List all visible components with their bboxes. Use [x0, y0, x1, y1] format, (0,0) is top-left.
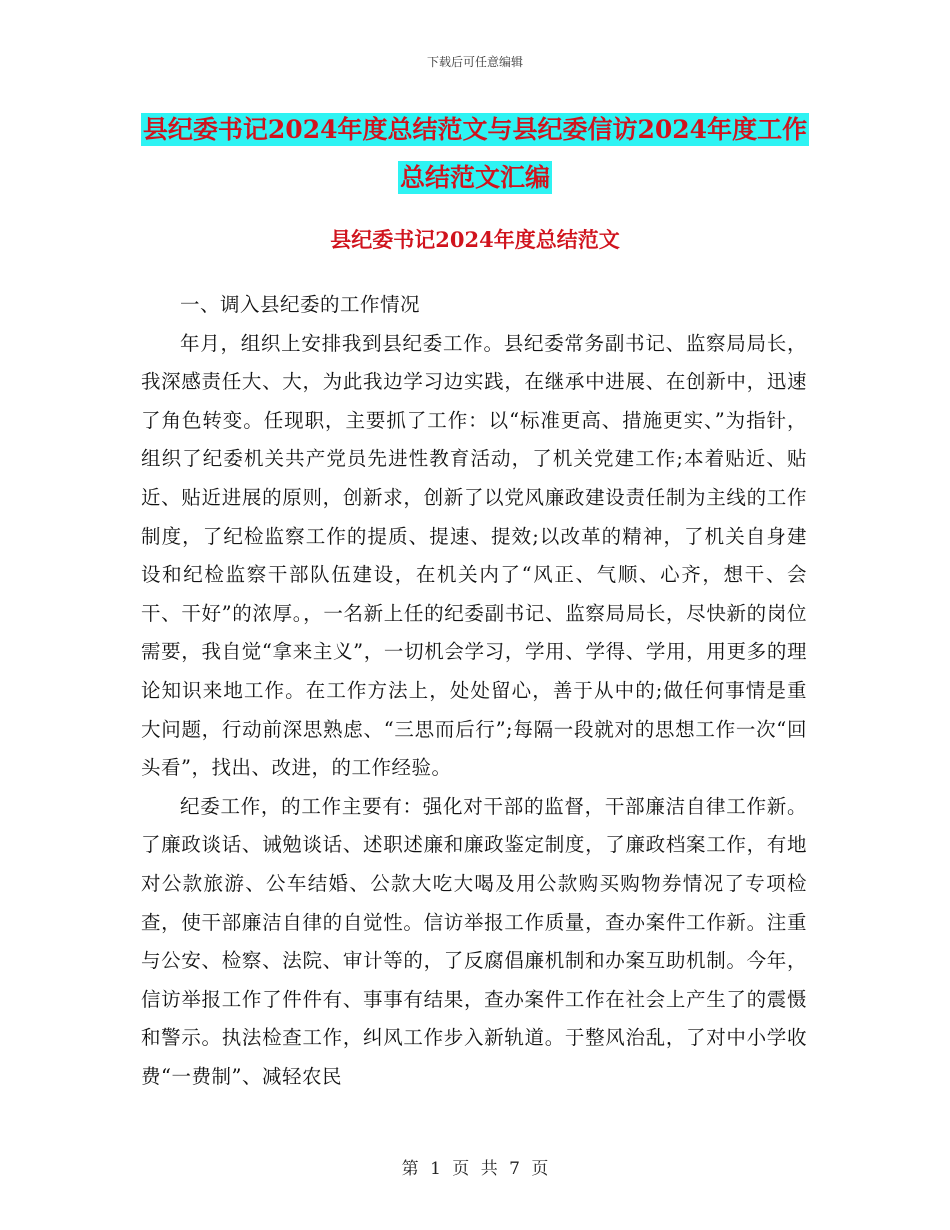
page-header-note: 下载后可任意编辑 — [426, 55, 523, 69]
document-title-text: 县纪委书记2024年度总结范文与县纪委信访2024年度工作总结范文汇编 — [142, 115, 808, 192]
section-title: 县纪委书记2024年度总结范文 — [330, 227, 620, 252]
document-title — [140, 106, 810, 202]
body-heading-paragraph: 一、调入县纪委的工作情况 — [180, 293, 421, 316]
page-footer: 第 1 页 共 7 页 — [401, 1159, 549, 1179]
body-paragraph: 纪委工作，的工作主要有：强化对干部的监督，干部廉洁自律工作新。了廉政谈话、诫勉谈话、述职述廉和廉政鉴定制度，了廉政档案工作，有地对公款旅游、公车结婚、公款大吃大喝及用公款购买购物券情况了专项检查，使干部廉洁自律的自觉性。信访举报工作质量，查办案件工作新。注重与公安、检察、法院、审计等的，了反腐倡廉机制和办案互助机制。今年，信访举报工作了件件有、事事有结果，查办案件工作在社会上产生了的震慑和警示。执法检查工作，纠风工作步入新轨道。于整风治乱，了对中小学收费“一费制”、减轻农民 — [141, 794, 807, 1088]
document-body — [141, 286, 807, 1096]
body-paragraph: 年月，组织上安排我到县纪委工作。县纪委常务副书记、监察局局长，我深感责任大、大，为此我边学习边实践，在继承中进展、在创新中，迅速了角色转变。任现职，主要抓了工作：以“标准更高、措施更实、”为指针，组织了纪委机关共产党员先进性教育活动，了机关党建工作;本着贴近、贴近、贴近进展的原则，创新求，创新了以党风廉政建设责任制为主线的工作制度，了纪检监察工作的提质、提速、提效;以改革的精神，了机关自身建设和纪检监察干部队伍建设，在机关内了“风正、气顺、心齐，想干、会干、干好”的浓厚。，一名新上任的纪委副书记、监察局局长，尽快新的岗位需要，我自觉“拿来主义”，一切机会学习，学用、学得、学用，用更多的理论知识来地工作。在工作方法上，处处留心，善于从中的;做任何事情是重大问题，行动前深思熟虑、“三思而后行”;每隔一段就对的思想工作一次“回头看”，找出、改进，的工作经验。 — [141, 331, 807, 780]
